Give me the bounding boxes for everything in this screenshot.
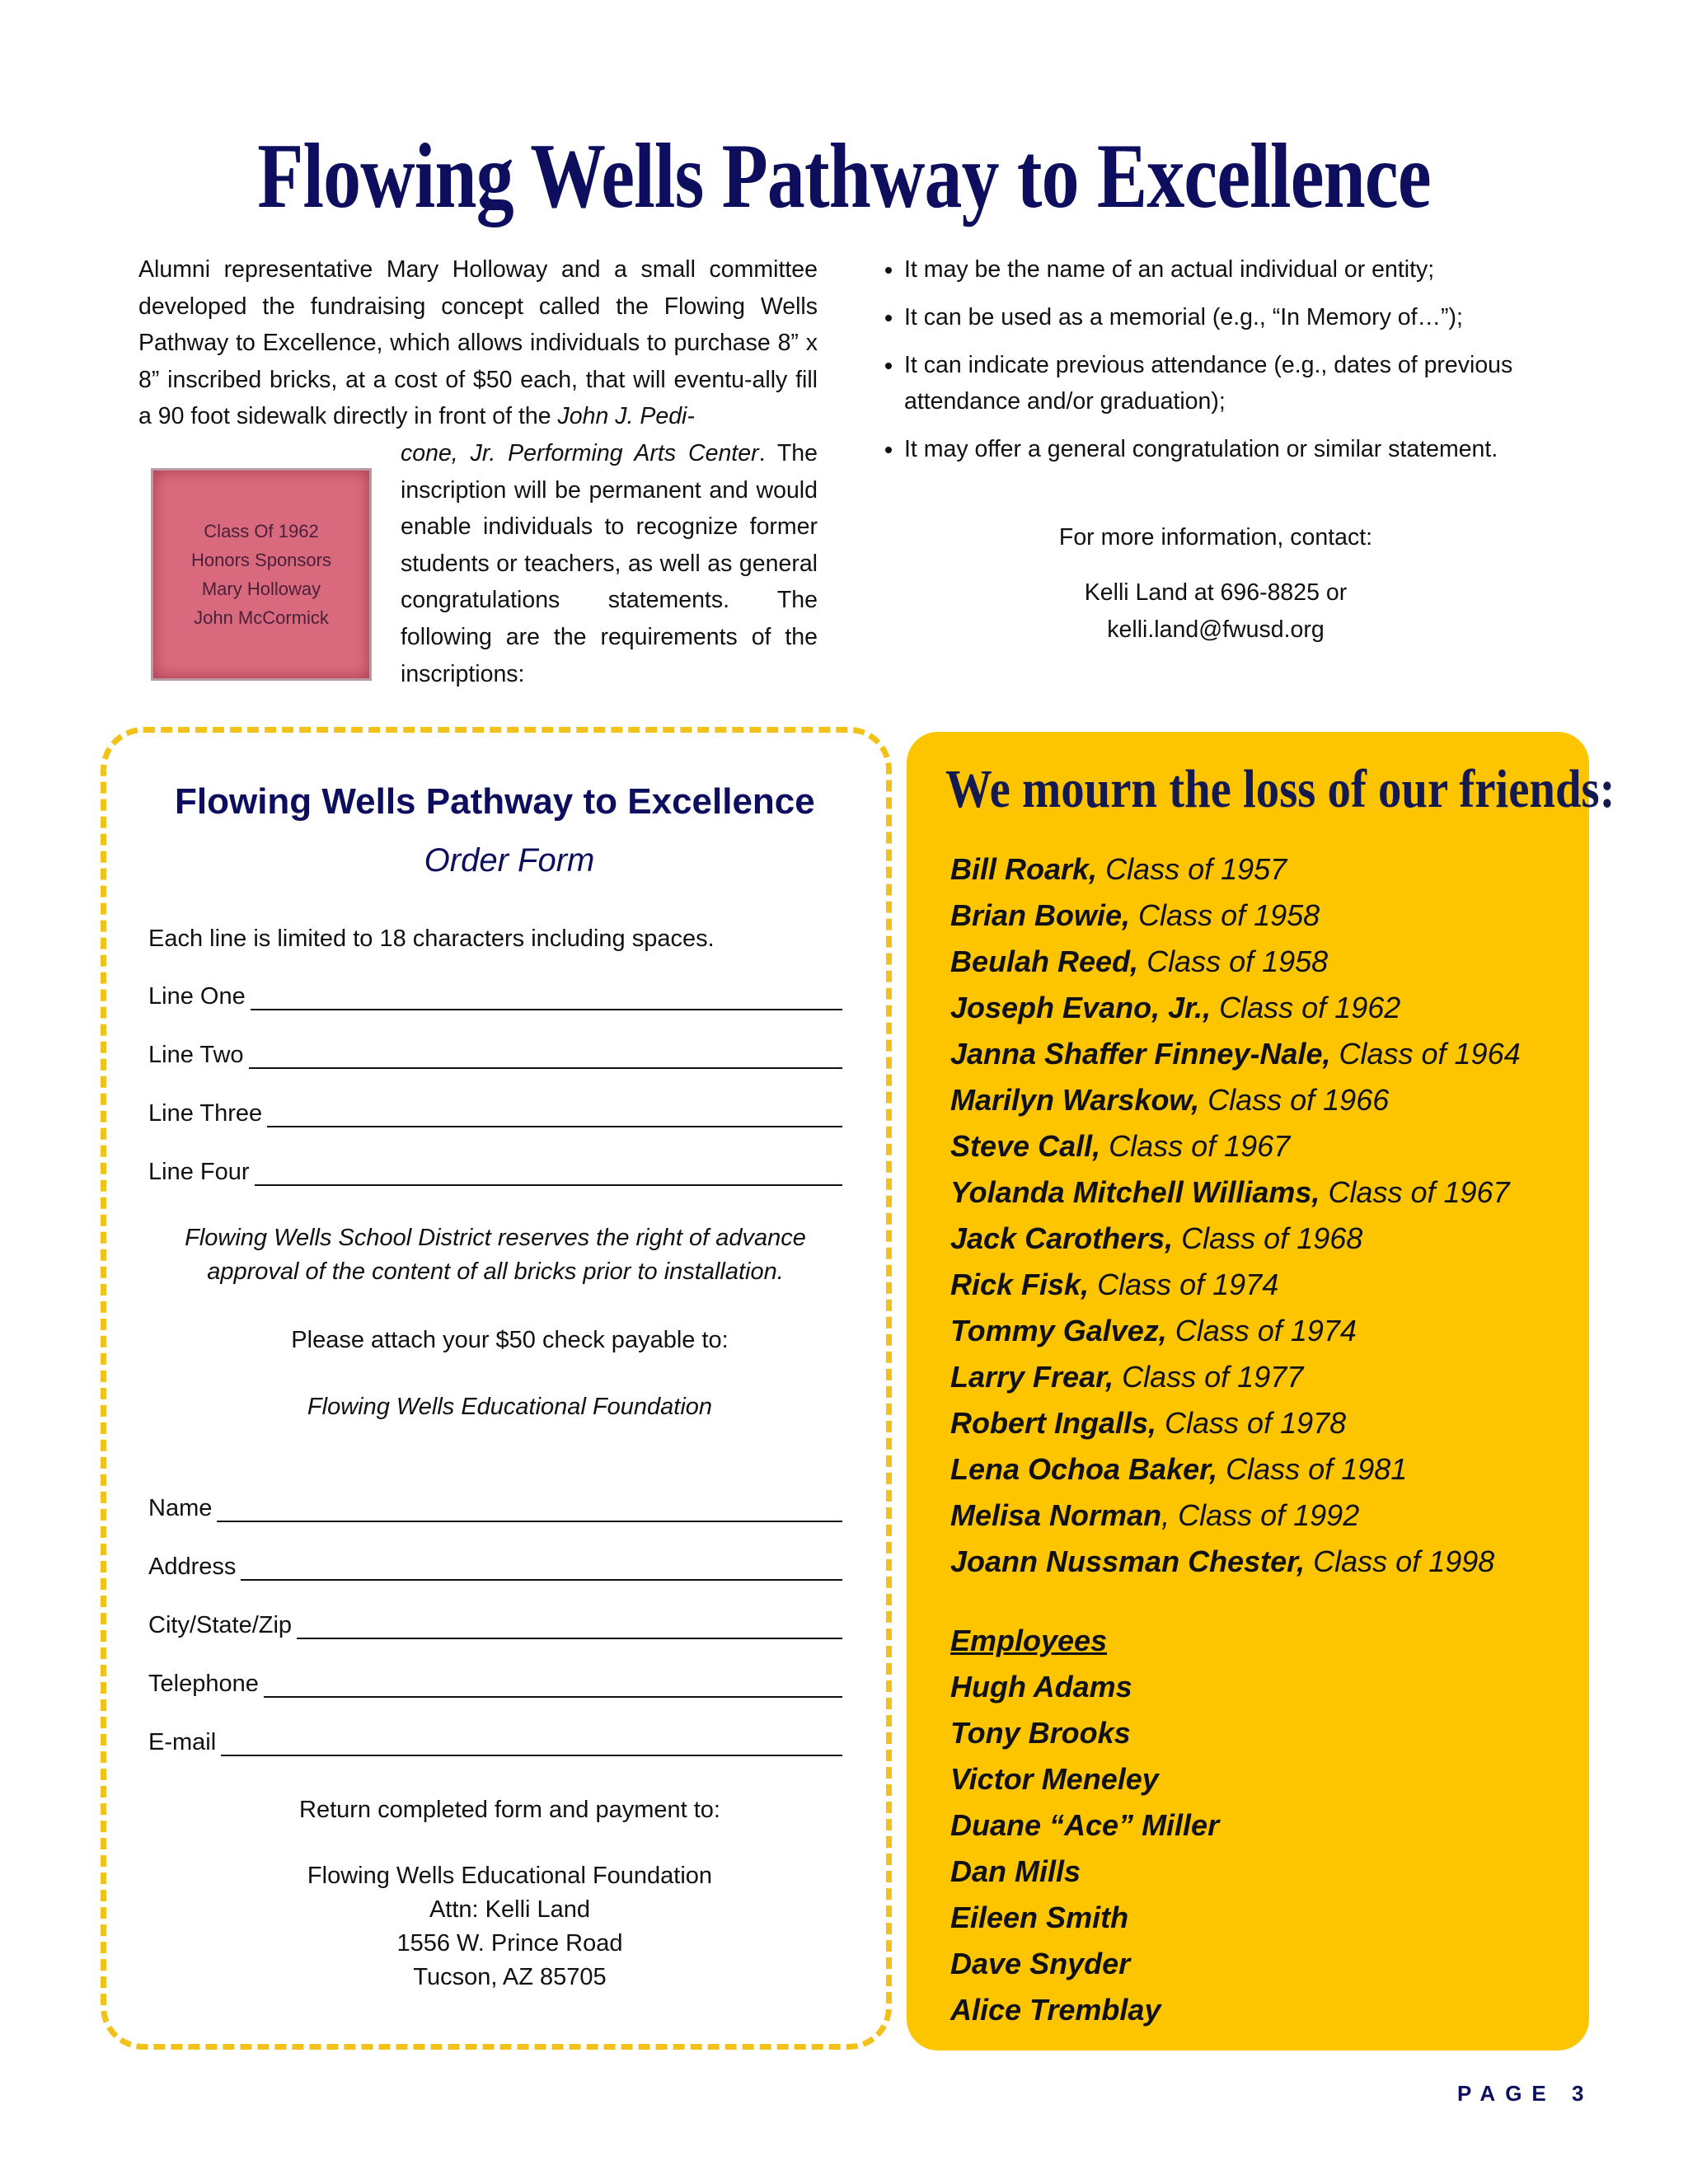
mailing-address-line: Flowing Wells Educational Foundation <box>307 1863 713 1889</box>
contact-heading: For more information, contact: <box>1058 524 1373 551</box>
mailing-address-line: Attn: Kelli Land <box>429 1896 591 1923</box>
page-title: Flowing Wells Pathway to Excellence <box>257 125 1431 227</box>
field-label: Line Three <box>148 1100 263 1127</box>
alumni-class: Class of 1968 <box>1173 1221 1363 1255</box>
requirement-item: • It can indicate previous attendance (e.g., dates of previous attendance and/or graduation); <box>904 347 1551 419</box>
line-two-input[interactable] <box>249 1046 842 1069</box>
address-input[interactable] <box>241 1558 842 1581</box>
employee-name: Duane “Ace” Miller <box>950 1808 1220 1842</box>
memorial-title: We mourn the loss of our friends: <box>945 759 1615 819</box>
memorial-entry <box>950 1452 1407 1487</box>
brick-line: John McCormick <box>194 607 329 628</box>
city-state-zip-input[interactable] <box>297 1616 842 1639</box>
alumni-class: Class of 1958 <box>1130 898 1320 932</box>
brick-line: Class Of 1962 <box>204 521 319 541</box>
field-label: City/State/Zip <box>148 1612 293 1638</box>
memorial-entry <box>950 1268 1278 1302</box>
employee-name: Tony Brooks <box>950 1716 1131 1750</box>
memorial-entry <box>950 1129 1290 1164</box>
memorial-entry <box>950 898 1320 933</box>
employees-heading: Employees <box>950 1624 1108 1657</box>
alumni-name: Joann Nussman Chester, <box>950 1544 1306 1578</box>
alumni-class: Class of 1967 <box>1320 1175 1510 1209</box>
requirements-list <box>875 251 1551 479</box>
venue-name-a: John J. Pedi- <box>557 403 695 430</box>
alumni-class: Class of 1967 <box>1100 1129 1291 1163</box>
alumni-class: Class of 1957 <box>1097 852 1287 886</box>
mailing-address-line: Tucson, AZ 85705 <box>413 1964 607 1990</box>
check-instruction: Please attach your $50 check payable to: <box>291 1327 729 1353</box>
telephone-field[interactable] <box>148 1671 842 1698</box>
alumni-name: Rick Fisk, <box>950 1268 1090 1301</box>
employee-name: Alice Tremblay <box>950 1993 1161 2027</box>
alumni-name: Larry Frear, <box>950 1360 1114 1394</box>
alumni-class: Class of 1958 <box>1138 944 1329 978</box>
field-label: E-mail <box>148 1729 217 1755</box>
payee-name: Flowing Wells Educational Foundation <box>307 1394 713 1420</box>
alumni-name: Jack Carothers, <box>950 1221 1174 1255</box>
alumni-name: Bill Roark, <box>950 852 1098 886</box>
alumni-name: Steve Call, <box>950 1129 1101 1163</box>
employee-name: Victor Meneley <box>950 1762 1159 1796</box>
memorial-entry <box>950 1221 1362 1256</box>
field-label: Address <box>148 1554 237 1580</box>
line-one-input[interactable] <box>251 987 842 1010</box>
employee-name: Dan Mills <box>950 1854 1081 1888</box>
alumni-name: Melisa Norman <box>950 1498 1162 1532</box>
email-field[interactable] <box>148 1729 842 1756</box>
brick-line: Honors Sponsors <box>191 550 331 570</box>
memorial-entry <box>950 1498 1359 1533</box>
memorial-entry <box>950 1037 1521 1071</box>
memorial-entry <box>950 991 1400 1025</box>
contact-phone: Kelli Land at 696-8825 or <box>1084 579 1348 606</box>
alumni-class: Class of 1974 <box>1166 1314 1357 1347</box>
requirement-item: • It can be used as a memorial (e.g., “In Memory of…”); <box>904 299 1551 335</box>
line-two-field[interactable] <box>148 1042 842 1069</box>
name-input[interactable] <box>217 1499 842 1522</box>
address-field[interactable] <box>148 1554 842 1581</box>
line-four-input[interactable] <box>255 1163 842 1186</box>
line-one-field[interactable] <box>148 983 842 1010</box>
employee-name: Dave Snyder <box>950 1947 1131 1980</box>
memorial-entry <box>950 852 1287 887</box>
alumni-name: Tommy Galvez, <box>950 1314 1167 1347</box>
field-label: Line Four <box>148 1159 250 1185</box>
alumni-name: Lena Ochoa Baker, <box>950 1452 1218 1486</box>
email-input[interactable] <box>221 1733 842 1756</box>
intro-text-b: . The inscription will be permanent and would enable individuals to recognize former students or teachers, as well as general congratulations statements. The following are the requirements of the inscriptions: <box>401 439 818 687</box>
alumni-class: Class of 1978 <box>1156 1406 1347 1440</box>
alumni-name: Marilyn Warskow, <box>950 1083 1200 1117</box>
page-number: PAGE 3 <box>1457 2081 1594 2106</box>
memorial-entry <box>950 1083 1389 1118</box>
field-label: Telephone <box>148 1671 259 1697</box>
employee-name: Hugh Adams <box>950 1670 1132 1704</box>
field-label: Line Two <box>148 1042 244 1068</box>
memorial-entry <box>950 1544 1494 1579</box>
order-form-title: Flowing Wells Pathway to Excellence <box>175 781 815 822</box>
memorial-entry <box>950 1314 1357 1348</box>
city-state-zip-field[interactable] <box>148 1612 842 1639</box>
employee-name: Eileen Smith <box>950 1900 1129 1934</box>
alumni-class: Class of 1962 <box>1211 991 1401 1024</box>
venue-name-b: cone, Jr. Performing Arts Center <box>401 439 759 466</box>
name-field[interactable] <box>148 1495 842 1522</box>
memorial-entry <box>950 944 1328 979</box>
line-three-field[interactable] <box>148 1100 842 1127</box>
alumni-class: Class of 1998 <box>1305 1544 1495 1578</box>
telephone-input[interactable] <box>264 1675 842 1698</box>
contact-email[interactable]: kelli.land@fwusd.org <box>1107 616 1325 643</box>
requirement-item: • It may be the name of an actual individual or entity; <box>904 251 1551 288</box>
character-limit-note: Each line is limited to 18 characters including spaces. <box>148 926 715 952</box>
line-four-field[interactable] <box>148 1159 842 1186</box>
field-label: Line One <box>148 983 246 1010</box>
disclaimer-line-1: Flowing Wells School District reserves the right of advance <box>185 1225 806 1251</box>
alumni-name: Beulah Reed, <box>950 944 1139 978</box>
alumni-name: Brian Bowie, <box>950 898 1131 932</box>
order-form-subtitle: Order Form <box>424 842 595 879</box>
memorial-entry <box>950 1175 1510 1210</box>
brick-photo <box>151 468 372 681</box>
return-instruction: Return completed form and payment to: <box>299 1797 720 1823</box>
mailing-address-line: 1556 W. Prince Road <box>396 1930 623 1957</box>
alumni-class: Class of 1977 <box>1114 1360 1304 1394</box>
alumni-class: Class of 1974 <box>1089 1268 1279 1301</box>
alumni-class: Class of 1981 <box>1217 1452 1408 1486</box>
line-three-input[interactable] <box>267 1104 842 1127</box>
alumni-class: Class of 1966 <box>1199 1083 1390 1117</box>
memorial-entry <box>950 1360 1303 1394</box>
alumni-name: Yolanda Mitchell Williams, <box>950 1175 1320 1209</box>
alumni-class: , Class of 1992 <box>1161 1498 1360 1532</box>
field-label: Name <box>148 1495 213 1521</box>
brick-line: Mary Holloway <box>201 579 321 599</box>
alumni-name: Robert Ingalls, <box>950 1406 1157 1440</box>
alumni-name: Joseph Evano, Jr., <box>950 991 1212 1024</box>
disclaimer-line-2: approval of the content of all bricks prior to installation. <box>207 1258 784 1285</box>
intro-text-a: Alumni representative Mary Holloway and a small committee developed the fundraising concept called the Flowing Wells Pathway to Excellence, which allows individuals to purchase 8” x 8” inscribed bricks, at a cost of $50 each, that will eventu-ally fill a 90 foot sidewalk directly in front of the <box>138 256 818 430</box>
requirement-item: • It may offer a general congratulation or similar statement. <box>904 431 1551 467</box>
alumni-class: Class of 1964 <box>1330 1037 1521 1071</box>
alumni-name: Janna Shaffer Finney-Nale, <box>950 1037 1331 1071</box>
memorial-entry <box>950 1406 1346 1441</box>
